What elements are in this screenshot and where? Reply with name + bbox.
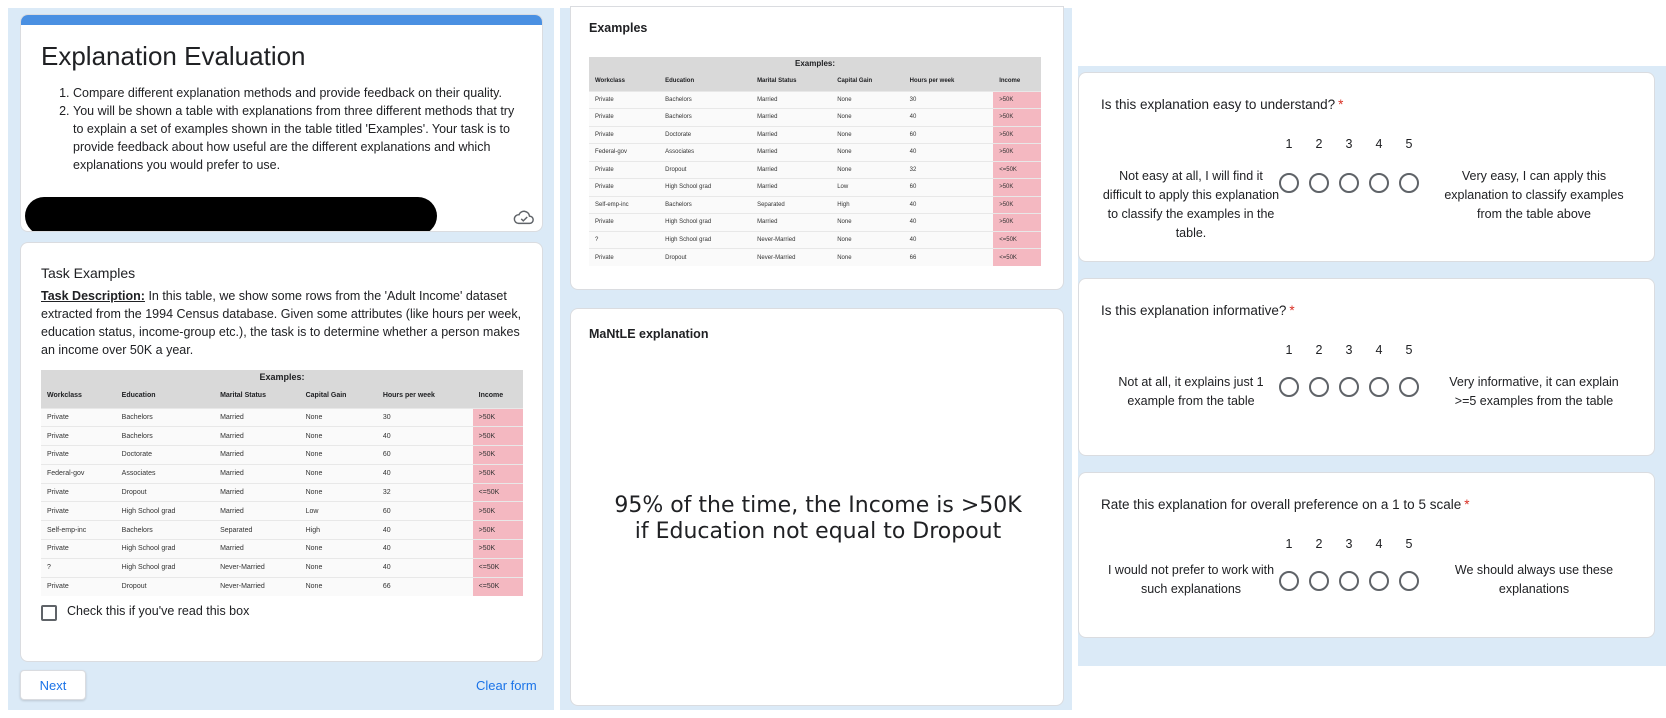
next-button[interactable]: Next [20, 670, 86, 700]
rating-radio-5[interactable] [1399, 571, 1419, 591]
scale-number: 1 [1285, 343, 1293, 357]
table-cell: Married [751, 214, 831, 232]
table-cell: Bachelors [116, 427, 214, 446]
scale-number: 3 [1345, 137, 1353, 151]
scale-number: 4 [1375, 537, 1383, 551]
low-end-label: Not easy at all, I will find it difficult to apply this explanation to classify the examples in the table. [1102, 169, 1280, 240]
table-cell: 40 [377, 427, 473, 446]
table-cell: Married [751, 126, 831, 144]
table-cell: None [300, 446, 377, 465]
rating-radio-4[interactable] [1369, 571, 1389, 591]
table-row [589, 126, 1041, 144]
table-cell: Married [214, 446, 300, 465]
form-header-card [20, 14, 543, 232]
table-cell: None [300, 558, 377, 577]
question-title [1101, 97, 1343, 112]
rating-radio-2[interactable] [1309, 571, 1329, 591]
table-cell: None [831, 91, 903, 109]
column-header: Capital Gain [831, 71, 903, 91]
task-examples-card [20, 242, 543, 662]
high-end-label: Very informative, it can explain >=5 examples from the table [1449, 375, 1619, 408]
income-cell: >50K [473, 464, 523, 483]
redacted-account-bar [25, 197, 437, 232]
column-header: Marital Status [751, 71, 831, 91]
table-caption: Examples: [589, 57, 1041, 71]
rating-radio-1[interactable] [1279, 173, 1299, 193]
table-cell: Federal-gov [589, 144, 659, 162]
table-row [41, 446, 523, 465]
table-cell: Private [41, 427, 116, 446]
table-cell: 30 [904, 91, 994, 109]
table-cell: Private [589, 109, 659, 127]
table-cell: Private [41, 540, 116, 559]
income-cell: <=50K [473, 558, 523, 577]
high-end-label: We should always use these explanations [1454, 563, 1614, 596]
table-row [589, 196, 1041, 214]
question-text: Is this explanation informative? [1101, 303, 1287, 318]
table-cell: None [831, 249, 903, 267]
instructions-list [73, 84, 522, 174]
instruction-item: 1. Compare different explanation methods and provide feedback on their quality. [73, 84, 522, 102]
column-header: Workclass [41, 384, 116, 408]
table-cell: Married [214, 502, 300, 521]
scale-number: 1 [1285, 137, 1293, 151]
table-cell: 60 [377, 502, 473, 521]
table-row [589, 249, 1041, 267]
table-cell: Separated [214, 521, 300, 540]
table-cell: 60 [904, 126, 994, 144]
rating-radio-3[interactable] [1339, 173, 1359, 193]
explanation-text [571, 493, 1065, 545]
table-caption: Examples: [41, 370, 523, 384]
table-cell: Private [589, 179, 659, 197]
table-cell: 40 [377, 464, 473, 483]
table-cell: Dropout [116, 483, 214, 502]
table-cell: 40 [377, 558, 473, 577]
table-cell: Private [589, 91, 659, 109]
table-cell: Never-Married [214, 558, 300, 577]
question-text: Rate this explanation for overall preference on a 1 to 5 scale [1101, 497, 1462, 512]
table-cell: Married [214, 483, 300, 502]
read-confirmation-checkbox[interactable] [41, 605, 57, 621]
table-cell: Dropout [659, 161, 751, 179]
explanation-line: if Education not equal to Dropout [634, 519, 1002, 544]
rating-radio-1[interactable] [1279, 377, 1299, 397]
table-row [589, 144, 1041, 162]
table-cell: Separated [751, 196, 831, 214]
examples-table [589, 57, 1041, 266]
table-header-row [589, 71, 1041, 91]
table-cell: Private [41, 483, 116, 502]
table-row [589, 109, 1041, 127]
column-header: Income [993, 71, 1041, 91]
column-header: Workclass [589, 71, 659, 91]
cloud-done-icon [513, 208, 535, 226]
table-cell: Associates [659, 144, 751, 162]
column-header: Education [659, 71, 751, 91]
table-cell: 40 [904, 214, 994, 232]
question-card-preference [1078, 472, 1655, 638]
table-cell: Never-Married [214, 577, 300, 596]
table-cell: 40 [904, 196, 994, 214]
table-cell: ? [589, 231, 659, 249]
table-cell: High [300, 521, 377, 540]
table-row [41, 540, 523, 559]
income-cell: <=50K [993, 161, 1041, 179]
income-cell: <=50K [473, 483, 523, 502]
table-cell: Private [41, 502, 116, 521]
table-cell: None [300, 464, 377, 483]
form-panel-left [8, 8, 554, 710]
income-cell: >50K [473, 502, 523, 521]
table-cell: Private [41, 446, 116, 465]
scale-number: 5 [1405, 343, 1413, 357]
clear-form-link[interactable]: Clear form [476, 678, 537, 693]
scale-number: 2 [1315, 137, 1323, 151]
table-cell: Private [589, 249, 659, 267]
income-cell: >50K [473, 408, 523, 427]
table-cell: 32 [377, 483, 473, 502]
table-cell: Dropout [116, 577, 214, 596]
table-cell: Married [214, 464, 300, 483]
question-text: Is this explanation easy to understand? [1101, 97, 1336, 112]
column-header: Capital Gain [300, 384, 377, 408]
table-cell: High School grad [659, 214, 751, 232]
scale-number: 1 [1285, 537, 1293, 551]
income-cell: >50K [473, 540, 523, 559]
income-cell: <=50K [993, 231, 1041, 249]
table-cell: Never-Married [751, 231, 831, 249]
column-header: Marital Status [214, 384, 300, 408]
rating-radio-3[interactable] [1339, 571, 1359, 591]
rating-radio-2[interactable] [1309, 173, 1329, 193]
table-cell: High School grad [659, 179, 751, 197]
table-cell: ? [41, 558, 116, 577]
income-cell: >50K [993, 214, 1041, 232]
scale-number: 3 [1345, 537, 1353, 551]
rating-radio-5[interactable] [1399, 173, 1419, 193]
table-cell: Bachelors [116, 408, 214, 427]
page-title: Explanation Evaluation [41, 41, 306, 71]
column-header: Education [116, 384, 214, 408]
table-cell: None [300, 483, 377, 502]
column-header: Hours per week [377, 384, 473, 408]
table-cell: High School grad [116, 502, 214, 521]
table-cell: 40 [377, 540, 473, 559]
table-cell: Married [214, 540, 300, 559]
task-title: Task Examples [41, 265, 136, 281]
scale-number: 5 [1405, 137, 1413, 151]
examples-table [41, 370, 523, 596]
table-cell: Married [751, 144, 831, 162]
table-row [589, 214, 1041, 232]
table-row [589, 91, 1041, 109]
income-cell: <=50K [473, 577, 523, 596]
low-end-label: I would not prefer to work with such explanations [1107, 563, 1275, 596]
mantle-explanation-card [570, 308, 1064, 706]
table-cell: 30 [377, 408, 473, 427]
table-row [41, 558, 523, 577]
table-cell: None [300, 577, 377, 596]
table-row [589, 161, 1041, 179]
read-confirmation-label: Check this if you've read this box [67, 604, 250, 618]
table-cell: Private [589, 161, 659, 179]
explanation-line: 95% of the time, the Income is >50K [614, 493, 1022, 518]
income-cell: >50K [473, 521, 523, 540]
required-asterisk: * [1464, 497, 1470, 512]
income-cell: <=50K [993, 249, 1041, 267]
table-row [41, 464, 523, 483]
table-cell: Never-Married [751, 249, 831, 267]
header-accent-bar [21, 15, 542, 25]
question-card-understandability [1078, 72, 1655, 262]
table-row [41, 502, 523, 521]
task-description-label: Task Description: [41, 289, 145, 303]
rating-radio-5[interactable] [1399, 377, 1419, 397]
table-cell: None [300, 408, 377, 427]
table-cell: None [831, 231, 903, 249]
table-cell: Federal-gov [41, 464, 116, 483]
table-cell: Private [41, 408, 116, 427]
table-row [41, 427, 523, 446]
scale-number: 4 [1375, 137, 1383, 151]
scale-number: 2 [1315, 343, 1323, 357]
income-cell: >50K [473, 446, 523, 465]
form-panel-middle [560, 8, 1072, 710]
table-row [589, 231, 1041, 249]
table-cell: 66 [904, 249, 994, 267]
table-cell: Bachelors [116, 521, 214, 540]
table-cell: Married [751, 179, 831, 197]
column-header: Hours per week [904, 71, 994, 91]
income-cell: >50K [993, 126, 1041, 144]
scale-number: 4 [1375, 343, 1383, 357]
income-cell: >50K [993, 179, 1041, 197]
table-row [41, 483, 523, 502]
table-cell: 40 [904, 231, 994, 249]
question-title [1101, 497, 1469, 512]
table-cell: 66 [377, 577, 473, 596]
table-row [41, 577, 523, 596]
income-cell: >50K [993, 109, 1041, 127]
table-row [41, 521, 523, 540]
table-cell: None [831, 214, 903, 232]
table-cell: Private [589, 126, 659, 144]
income-cell: >50K [473, 427, 523, 446]
table-cell: Bachelors [659, 91, 751, 109]
scale-number: 5 [1405, 537, 1413, 551]
table-cell: Married [214, 408, 300, 427]
table-cell: Low [831, 179, 903, 197]
instruction-item: 2. You will be shown a table with explanations from three different methods that try to explain a set of examples shown in the table titled 'Examples'. Your task is to provide feedback about how useful are the different explanations and which explanations you would prefer to use. [73, 102, 522, 174]
table-cell: Low [300, 502, 377, 521]
rating-radio-2[interactable] [1309, 377, 1329, 397]
table-cell: High School grad [116, 540, 214, 559]
table-cell: Private [41, 577, 116, 596]
table-cell: Bachelors [659, 196, 751, 214]
table-cell: None [300, 540, 377, 559]
table-cell: None [831, 161, 903, 179]
table-cell: Bachelors [659, 109, 751, 127]
table-cell: Doctorate [659, 126, 751, 144]
table-header-row [41, 384, 523, 408]
table-cell: Dropout [659, 249, 751, 267]
rating-radio-4[interactable] [1369, 173, 1389, 193]
table-cell: 32 [904, 161, 994, 179]
table-cell: Married [214, 427, 300, 446]
required-asterisk: * [1289, 303, 1295, 318]
table-cell: Married [751, 161, 831, 179]
table-cell: None [831, 109, 903, 127]
table-cell: High School grad [659, 231, 751, 249]
table-cell: 40 [904, 109, 994, 127]
table-cell: 40 [377, 521, 473, 540]
income-cell: >50K [993, 91, 1041, 109]
table-cell: Self-emp-inc [589, 196, 659, 214]
table-cell: High School grad [116, 558, 214, 577]
table-cell: Associates [116, 464, 214, 483]
table-row [41, 408, 523, 427]
column-header: Income [473, 384, 523, 408]
table-cell: 40 [904, 144, 994, 162]
examples-heading: Examples [589, 21, 648, 35]
rating-radio-1[interactable] [1279, 571, 1299, 591]
table-cell: None [300, 427, 377, 446]
question-title [1101, 303, 1295, 318]
income-cell: >50K [993, 144, 1041, 162]
scale-number: 3 [1345, 343, 1353, 357]
form-panel-right [1078, 66, 1666, 666]
table-cell: Self-emp-inc [41, 521, 116, 540]
table-cell: None [831, 126, 903, 144]
income-cell: >50K [993, 196, 1041, 214]
table-cell: Doctorate [116, 446, 214, 465]
scale-number: 2 [1315, 537, 1323, 551]
table-cell: Married [751, 91, 831, 109]
rating-radio-3[interactable] [1339, 377, 1359, 397]
table-cell: 60 [904, 179, 994, 197]
table-row [589, 179, 1041, 197]
high-end-label: Very easy, I can apply this explanation to classify examples from the table above [1444, 169, 1624, 221]
table-cell: 60 [377, 446, 473, 465]
low-end-label: Not at all, it explains just 1 example from the table [1118, 375, 1264, 408]
task-description-text: In this table, we show some rows from the 'Adult Income' dataset extracted from the 1994 Census database. Given some attributes (like hours per week, education status, income-group etc.), the task is to determine whether a person makes an income over 50K a year. [41, 289, 522, 357]
required-asterisk: * [1338, 97, 1344, 112]
table-cell: None [831, 144, 903, 162]
examples-card [570, 6, 1064, 290]
question-card-informativeness [1078, 278, 1655, 456]
table-cell: Married [751, 109, 831, 127]
table-cell: Private [589, 214, 659, 232]
table-cell: High [831, 196, 903, 214]
task-description [41, 287, 522, 359]
rating-radio-4[interactable] [1369, 377, 1389, 397]
mantle-heading: MaNtLE explanation [589, 327, 709, 341]
